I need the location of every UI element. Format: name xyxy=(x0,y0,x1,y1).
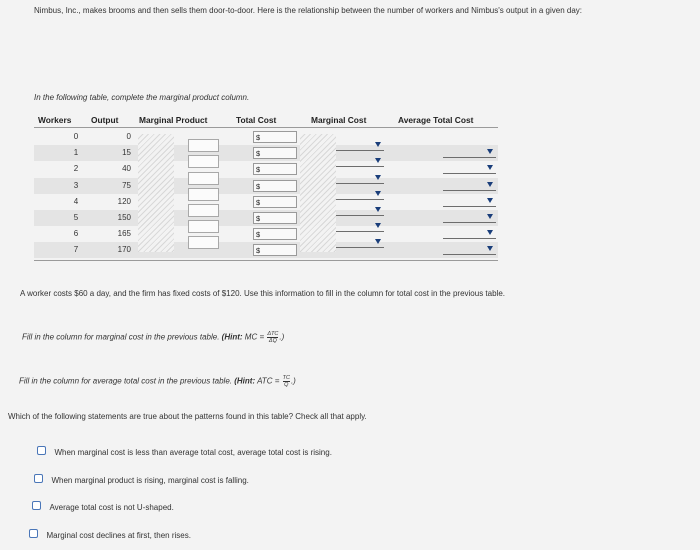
average-total-cost-dropdown[interactable] xyxy=(443,163,496,174)
atc-hint-label: (Hint: xyxy=(234,376,256,386)
cell-output: 15 xyxy=(122,148,131,158)
table-instruction: In the following table, complete the marginal product column. xyxy=(34,93,250,102)
average-total-cost-dropdown[interactable] xyxy=(443,180,496,191)
mc-formula-denominator: ΔQ xyxy=(268,338,277,344)
marginal-cost-dropdown[interactable] xyxy=(336,156,384,167)
option-2[interactable] xyxy=(32,497,174,515)
marginal-cost-hatch xyxy=(300,134,336,252)
mc-formula-close: .) xyxy=(279,332,285,342)
marginal-cost-dropdown[interactable] xyxy=(336,189,384,200)
marginal-product-input[interactable] xyxy=(188,236,219,249)
cell-output: 120 xyxy=(117,196,131,206)
atc-instruction xyxy=(19,375,296,388)
atc-formula-numerator: TC xyxy=(282,375,290,381)
currency-symbol: $ xyxy=(256,181,261,191)
currency-symbol: $ xyxy=(256,214,261,223)
total-cost-input[interactable] xyxy=(253,131,297,143)
table-bottom-divider xyxy=(34,260,498,261)
currency-symbol: $ xyxy=(256,230,261,240)
cost-info-text xyxy=(20,289,505,298)
currency-symbol: $ xyxy=(256,133,261,142)
option-0-label: When marginal cost is less than average total cost, average total cost is rising. xyxy=(54,448,332,457)
mc-formula-fraction xyxy=(267,331,278,344)
cell-output: 165 xyxy=(117,229,131,239)
average-total-cost-dropdown[interactable] xyxy=(443,212,496,223)
option-1-label: When marginal product is rising, marginal cost is falling. xyxy=(51,476,249,485)
option-2-label: Average total cost is not U-shaped. xyxy=(49,503,174,512)
mc-formula-numerator: ΔTC xyxy=(267,331,279,337)
chevron-down-icon xyxy=(487,198,493,203)
total-cost-input[interactable] xyxy=(253,228,297,240)
chevron-down-icon xyxy=(487,165,493,170)
cell-workers: 5 xyxy=(73,213,79,222)
atc-formula-denominator: Q xyxy=(284,382,289,388)
chevron-down-icon xyxy=(487,214,493,219)
cell-workers: 4 xyxy=(73,196,79,206)
mc-hint-label: (Hint: xyxy=(221,332,243,342)
option-0[interactable] xyxy=(37,442,332,460)
header-total-cost: Total Cost xyxy=(236,115,277,125)
marginal-product-hatch xyxy=(138,134,174,252)
average-total-cost-dropdown[interactable] xyxy=(443,244,496,255)
marginal-product-input[interactable] xyxy=(188,139,219,152)
chevron-down-icon xyxy=(375,142,381,147)
option-0-checkbox[interactable] xyxy=(37,446,46,455)
chevron-down-icon xyxy=(375,223,381,228)
marginal-cost-dropdown[interactable] xyxy=(336,173,384,184)
cell-workers: 7 xyxy=(73,245,79,255)
mc-formula-lhs: MC = xyxy=(244,332,265,342)
currency-symbol: $ xyxy=(256,165,261,175)
total-cost-input[interactable] xyxy=(253,244,297,256)
atc-formula-close: .) xyxy=(290,376,296,386)
marginal-product-input[interactable] xyxy=(188,172,219,185)
option-3-checkbox[interactable] xyxy=(29,529,38,538)
option-1[interactable] xyxy=(34,470,249,488)
cell-output: 150 xyxy=(117,213,131,222)
option-3[interactable] xyxy=(29,525,191,543)
cell-workers: 2 xyxy=(73,164,79,174)
chevron-down-icon xyxy=(375,175,381,180)
atc-instruction-text: Fill in the column for average total cost in the previous table. xyxy=(19,376,232,386)
marginal-cost-dropdown[interactable] xyxy=(336,140,384,151)
average-total-cost-dropdown[interactable] xyxy=(443,228,496,239)
question-text: Which of the following statements are true about the patterns found in this table? Check all that apply. xyxy=(8,412,367,421)
marginal-cost-dropdown[interactable] xyxy=(336,237,384,248)
currency-symbol: $ xyxy=(256,197,261,207)
chevron-down-icon xyxy=(375,239,381,244)
total-cost-input[interactable] xyxy=(253,147,297,159)
chevron-down-icon xyxy=(487,149,493,154)
option-2-checkbox[interactable] xyxy=(32,501,41,510)
marginal-cost-dropdown[interactable] xyxy=(336,221,384,232)
chevron-down-icon xyxy=(487,246,493,251)
cost-info-label: A worker costs $60 a day, and the firm has fixed costs of $120. Use this information to fill in the column for total cost in the previous table. xyxy=(20,289,505,298)
intro-text: Nimbus, Inc., makes brooms and then sells them door-to-door. Here is the relationship between the number of workers and Nimbus's output in a given day: xyxy=(34,6,583,15)
currency-symbol: $ xyxy=(256,149,261,159)
header-output: Output xyxy=(91,115,119,125)
atc-formula-fraction xyxy=(283,375,290,388)
total-cost-input[interactable] xyxy=(253,180,297,192)
marginal-product-input[interactable] xyxy=(188,220,219,233)
header-workers: Workers xyxy=(38,115,72,125)
chevron-down-icon xyxy=(375,207,381,212)
average-total-cost-dropdown[interactable] xyxy=(443,196,496,207)
chevron-down-icon xyxy=(487,230,493,235)
marginal-product-input[interactable] xyxy=(188,188,219,201)
mc-instruction xyxy=(22,331,284,344)
cell-workers: 3 xyxy=(73,180,79,190)
cell-output: 0 xyxy=(126,132,131,141)
cell-output: 40 xyxy=(122,164,131,174)
cell-workers: 1 xyxy=(73,148,79,158)
chevron-down-icon xyxy=(375,191,381,196)
cell-output: 75 xyxy=(122,180,131,190)
currency-symbol: $ xyxy=(256,246,261,256)
marginal-product-input[interactable] xyxy=(188,204,219,217)
total-cost-input[interactable] xyxy=(253,196,297,208)
marginal-product-input[interactable] xyxy=(188,155,219,168)
option-1-checkbox[interactable] xyxy=(34,474,43,483)
average-total-cost-dropdown[interactable] xyxy=(443,147,496,158)
chevron-down-icon xyxy=(487,182,493,187)
chevron-down-icon xyxy=(375,158,381,163)
cell-output: 170 xyxy=(117,245,131,255)
total-cost-input[interactable] xyxy=(253,163,297,175)
atc-formula-lhs: ATC = xyxy=(257,376,280,386)
header-marginal-product: Marginal Product xyxy=(139,115,208,125)
header-average-total-cost: Average Total Cost xyxy=(398,115,474,125)
header-divider xyxy=(34,127,498,128)
cell-workers: 6 xyxy=(73,229,79,239)
mc-instruction-text: Fill in the column for marginal cost in the previous table. xyxy=(22,332,220,342)
cell-workers: 0 xyxy=(73,132,79,141)
total-cost-input[interactable] xyxy=(253,212,297,224)
marginal-cost-dropdown[interactable] xyxy=(336,205,384,216)
option-3-label: Marginal cost declines at first, then rises. xyxy=(46,531,191,540)
header-marginal-cost: Marginal Cost xyxy=(311,115,367,125)
